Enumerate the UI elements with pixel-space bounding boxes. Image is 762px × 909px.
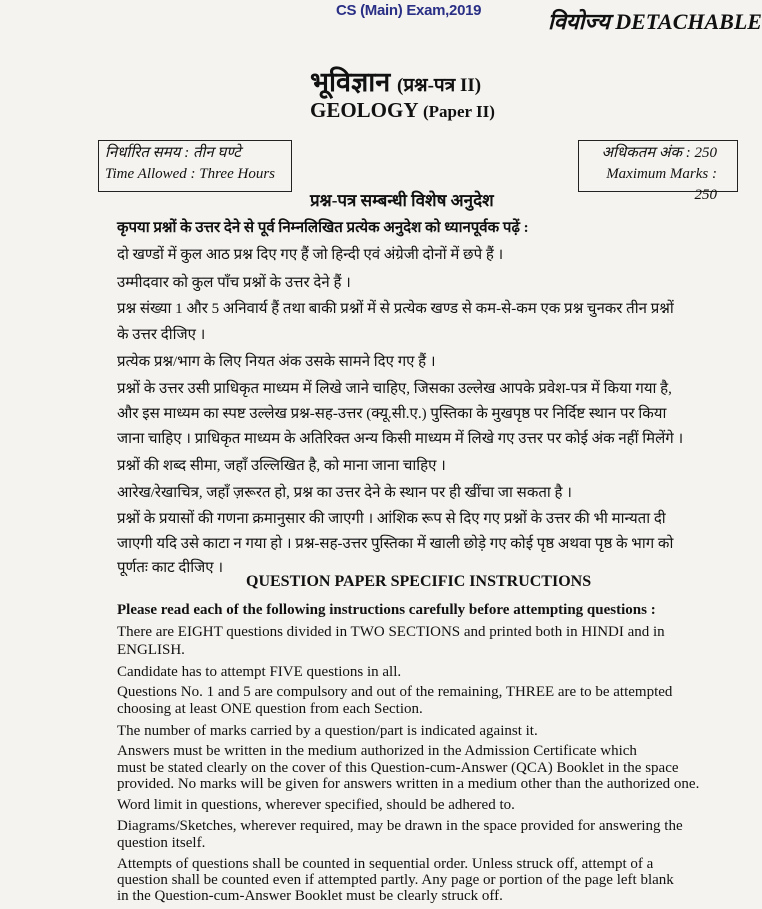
exam-tag: CS (Main) Exam,2019	[336, 2, 482, 19]
max-marks-box	[578, 140, 738, 203]
hindi-line: उम्मीदवार को कुल पाँच प्रश्नों के उत्तर देने हैं ।	[117, 275, 351, 291]
english-line: choosing at least ONE question from each Section.	[117, 701, 423, 717]
english-line: must be stated clearly on the cover of this Question-cum-Answer (QCA) Booklet in the space	[117, 760, 679, 776]
hindi-line: प्रश्नों के प्रयासों की गणना क्रमानुसार की जाएगी । आंशिक रूप से दिए गए प्रश्नों के उत्तर की भी मान्यता दी	[117, 511, 666, 527]
time-allowed-box	[98, 140, 292, 192]
hindi-line: दो खण्डों में कुल आठ प्रश्न दिए गए हैं जो हिन्दी एवं अंग्रेजी दोनों में छपे हैं ।	[117, 247, 504, 263]
english-line: question itself.	[117, 835, 206, 851]
english-line: The number of marks carried by a question/part is indicated against it.	[117, 723, 538, 739]
detachable-label: वियोज्य DETACHABLE	[548, 9, 762, 34]
hindi-line: आरेख/रेखाचित्र, जहाँ ज़रूरत हो, प्रश्न का उत्तर देने के स्थान पर ही खींचा जा सकता है ।	[117, 485, 572, 501]
english-title	[310, 98, 495, 123]
hindi-title-sub: (प्रश्न-पत्र II)	[397, 75, 482, 96]
hindi-line: पूर्णतः काट दीजिए ।	[117, 560, 224, 576]
hindi-line: के उत्तर दीजिए ।	[117, 327, 206, 343]
hindi-title	[310, 62, 481, 99]
english-line: in the Question-cum-Answer Booklet must be clearly struck off.	[117, 888, 503, 904]
hindi-line: प्रश्नों के उत्तर उसी प्राधिकृत माध्यम में लिखे जाने चाहिए, जिसका उल्लेख आपके प्रवेश-पत्र में किया गया है,	[117, 381, 672, 397]
hindi-line: प्रश्न संख्या 1 और 5 अनिवार्य हैं तथा बाकी प्रश्नों में से प्रत्येक खण्ड से कम-से-कम एक प्रश्न चुनकर तीन प्रश्नों	[117, 301, 674, 317]
english-line: Word limit in questions, wherever specified, should be adhered to.	[117, 797, 515, 813]
marks-hindi: अधिकतम अंक : 250	[601, 145, 717, 161]
english-line: Answers must be written in the medium authorized in the Admission Certificate which	[117, 743, 637, 759]
hindi-intro: कृपया प्रश्नों के उत्तर देने से पूर्व निम्नलिखित प्रत्येक अनुदेश को ध्यानपूर्वक पढ़ें :	[117, 220, 529, 236]
hindi-line: जाएगी यदि उसे काटा न गया हो । प्रश्न-सह-उत्तर पुस्तिका में खाली छोड़े गए कोई पृष्ठ अथवा पृष्ठ के भाग को	[117, 536, 674, 552]
english-instructions-heading: QUESTION PAPER SPECIFIC INSTRUCTIONS	[246, 573, 592, 590]
time-hindi: निर्धारित समय : तीन घण्टे	[105, 145, 241, 161]
hindi-instructions-heading: प्रश्न-पत्र सम्बन्धी विशेष अनुदेश	[310, 191, 494, 210]
hindi-line: जाना चाहिए । प्राधिकृत माध्यम के अतिरिक्त अन्य किसी माध्यम में लिखे गए उत्तर पर कोई अंक नहीं मिलेंगे ।	[117, 431, 684, 447]
english-intro: Please read each of the following instructions carefully before attempting questions :	[117, 602, 656, 618]
hindi-line: प्रत्येक प्रश्न/भाग के लिए नियत अंक उसके सामने दिए गए हैं ।	[117, 354, 436, 370]
english-line: question shall be counted even if attempted partly. Any page or portion of the page left blank	[117, 872, 674, 888]
hindi-title-main: भूविज्ञान	[310, 67, 391, 97]
hindi-line: और इस माध्यम का स्पष्ट उल्लेख प्रश्न-सह-उत्तर (क्यू.सी.ए.) पुस्तिका के मुखपृष्ठ पर निर्दिष्ट स्थान पर किया	[117, 406, 667, 422]
english-line: Candidate has to attempt FIVE questions in all.	[117, 664, 402, 680]
english-title-sub: (Paper II)	[423, 102, 495, 121]
english-line: Questions No. 1 and 5 are compulsory and out of the remaining, THREE are to be attempted	[117, 684, 673, 700]
hindi-line: प्रश्नों की शब्द सीमा, जहाँ उल्लिखित है, को माना जाना चाहिए ।	[117, 458, 446, 474]
marks-english: Maximum Marks : 250	[606, 166, 717, 203]
english-line: There are EIGHT questions divided in TWO SECTIONS and printed both in HINDI and in	[117, 624, 665, 640]
english-title-main: GEOLOGY	[310, 98, 418, 122]
time-english: Time Allowed : Three Hours	[105, 166, 276, 182]
english-line: Diagrams/Sketches, wherever required, may be drawn in the space provided for answering the	[117, 818, 683, 834]
english-line: Attempts of questions shall be counted in sequential order. Unless struck off, attempt of a	[117, 856, 654, 872]
english-line: provided. No marks will be given for answers written in a medium other than the authorized one.	[117, 776, 700, 792]
english-line: ENGLISH.	[117, 642, 185, 658]
